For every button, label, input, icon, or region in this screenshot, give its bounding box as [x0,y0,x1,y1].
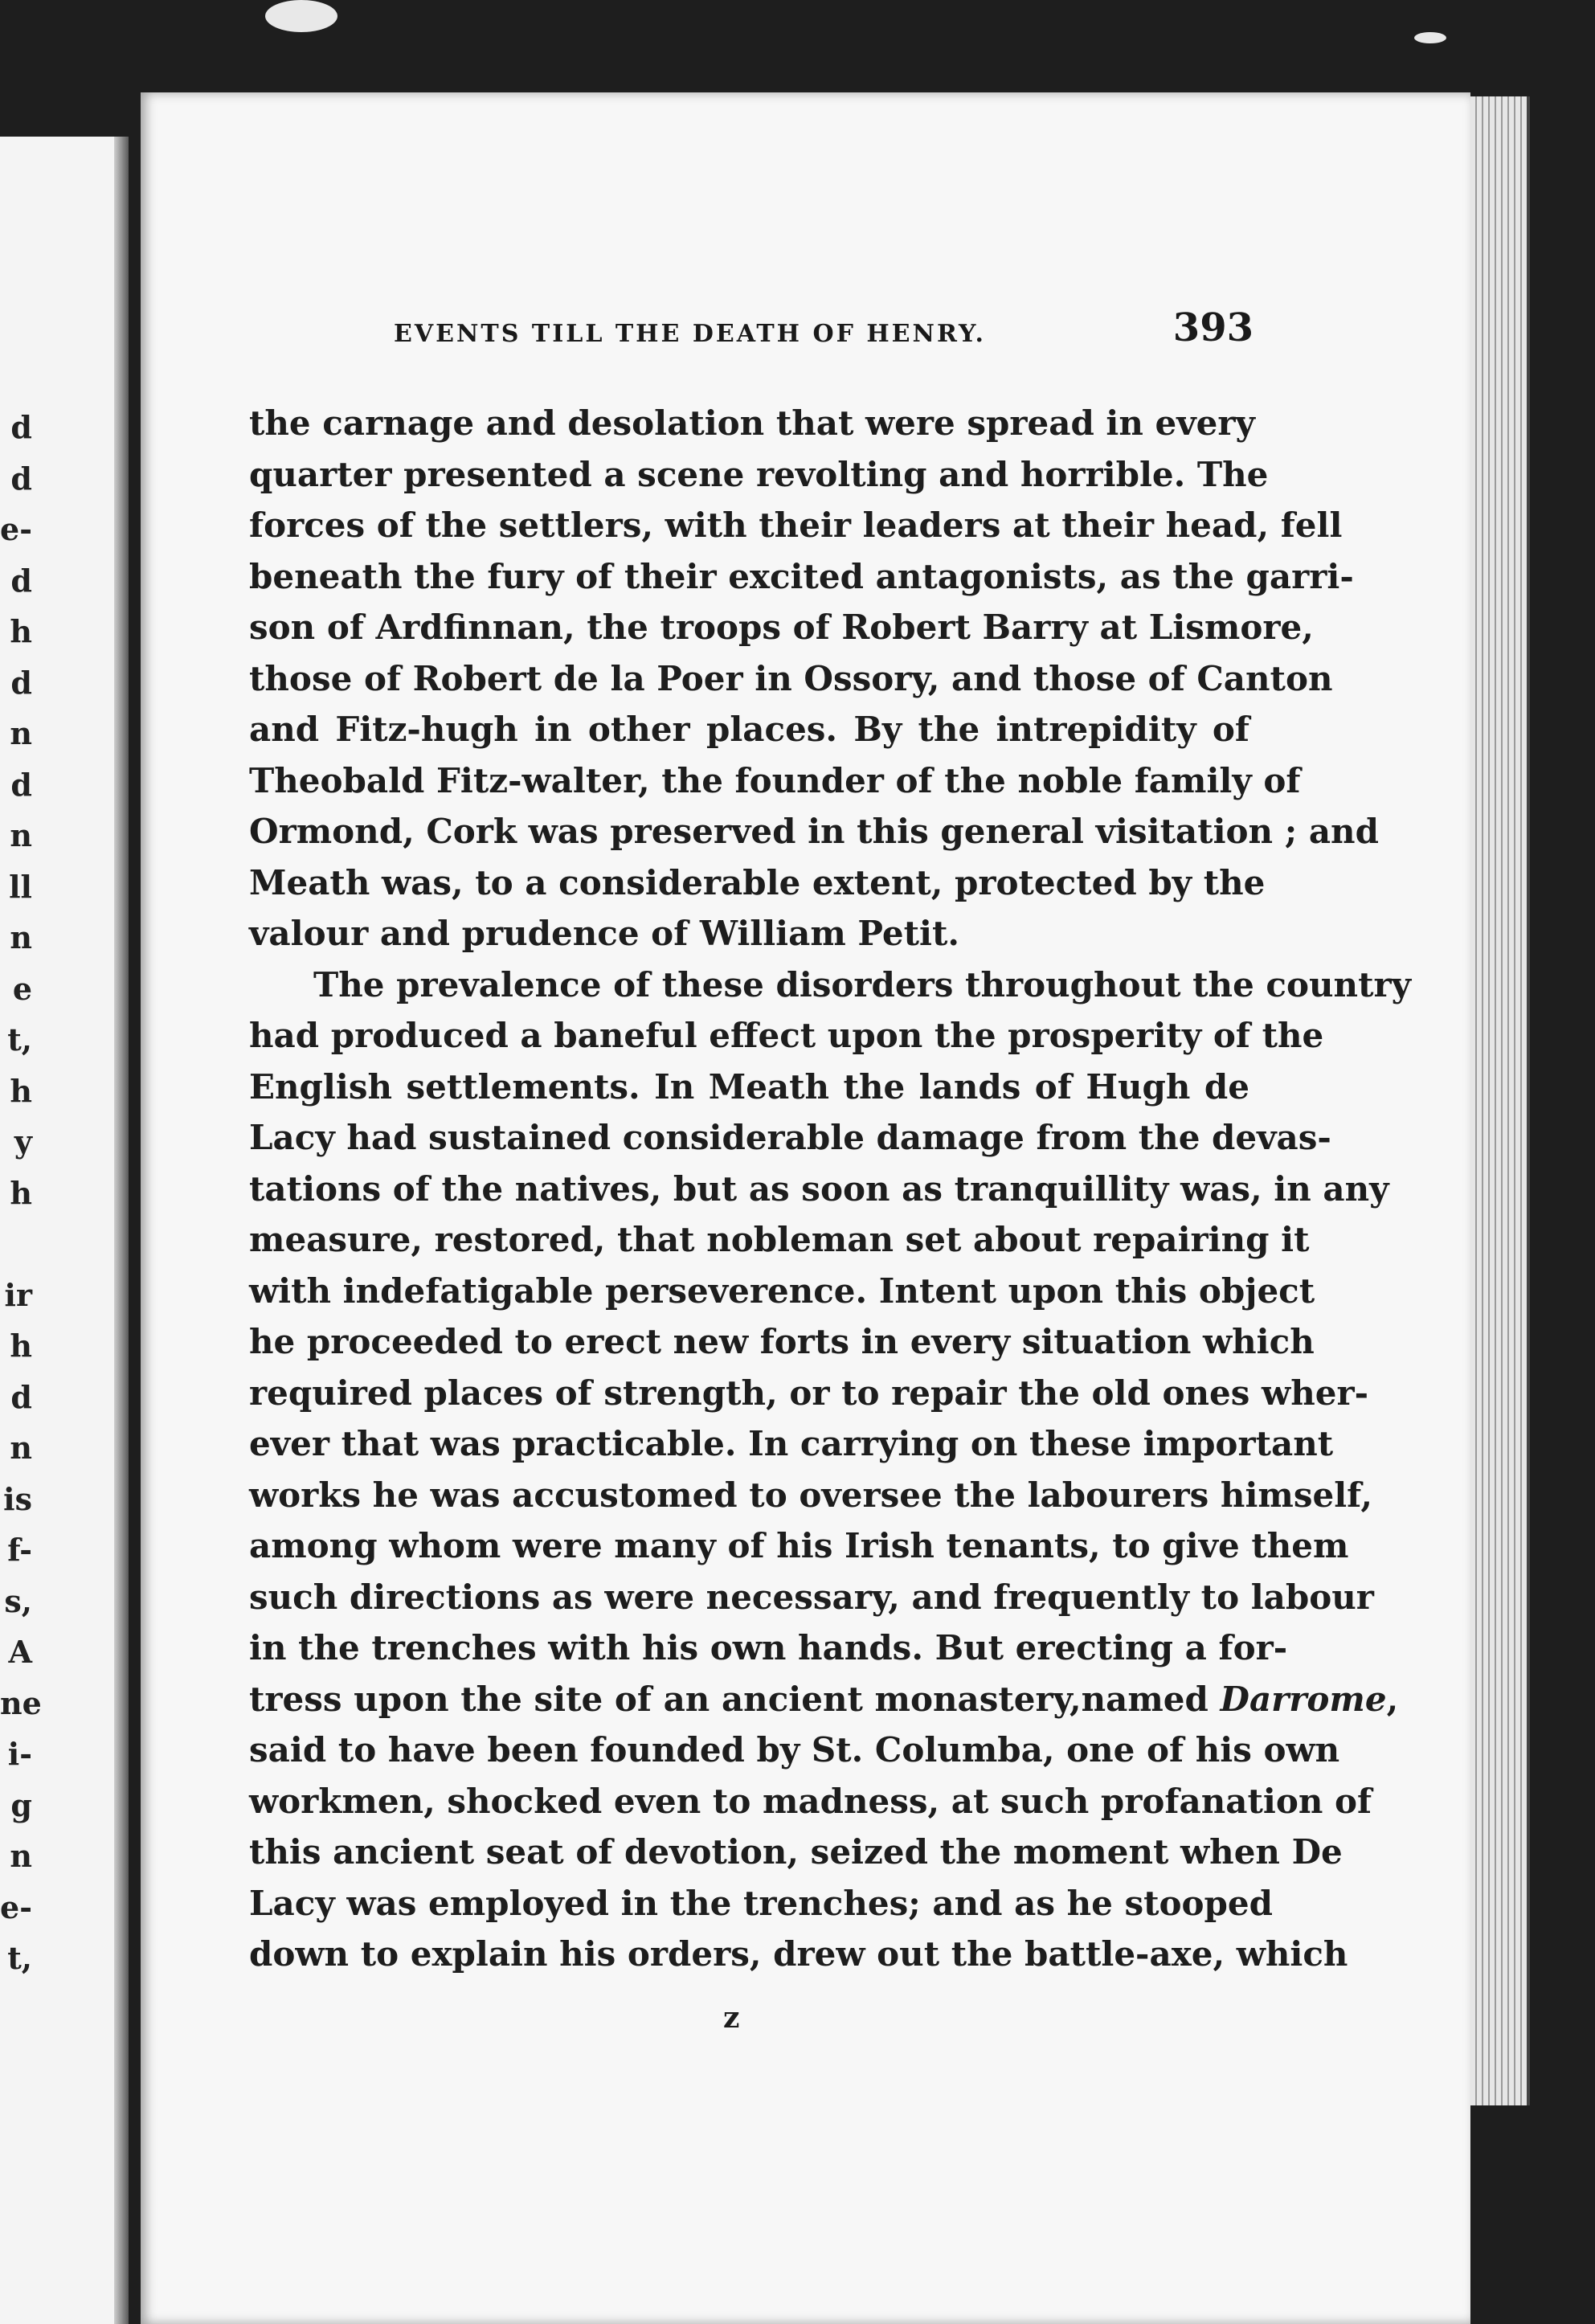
text-line: English settlements. In Meath the lands of Hugh de [249,1066,1249,1107]
signature-mark: z [723,2001,740,2035]
text-line: had produced a baneful effect upon the prosperity of the [249,1016,1324,1055]
page-stack-edges [1470,96,1530,2105]
facing-page-fragment: d [10,562,32,599]
text-line: this ancient seat of devotion, seized the moment when De [249,1832,1343,1872]
scan-speck [1414,32,1446,43]
facing-page-fragment: h [10,1174,32,1211]
facing-page-fragment: ir [4,1276,32,1313]
text-line: tations of the natives, but as soon as tranquillity was, in any [249,1168,1389,1209]
facing-page-text-fragments [0,402,42,1984]
text-line: son of Ardfinnan, the troops of Robert Barry at Lismore, [249,608,1314,647]
paragraph [249,398,1379,959]
text-line: Lacy was employed in the trenches; and as he stooped [249,1883,1274,1923]
text-line: quarter presented a scene revolting and horrible. The [249,454,1269,494]
text-line: Lacy had sustained considerable damage from the devas- [249,1118,1331,1157]
facing-page-fragment: d [10,664,32,701]
facing-page-fragment: t, [7,1940,32,1976]
text-line: valour and prudence of William Petit. [249,914,959,953]
text-line: Meath was, to a considerable extent, protected by the [249,862,1266,902]
facing-page-fragment: i- [7,1736,32,1772]
text-line: measure, restored, that nobleman set about repairing it [249,1220,1310,1259]
text-line: with indefatigable perseverence. Intent upon this object [249,1270,1315,1311]
text-line: works he was accustomed to oversee the labourers himself, [249,1475,1372,1515]
text-line: forces of the settlers, with their leaders at their head, fell [249,505,1343,545]
running-title: EVENTS TILL THE DEATH OF HENRY. [394,320,986,348]
text-line: down to explain his orders, drew out the battle-axe, which [249,1934,1348,1974]
facing-page-fragment: e [12,970,32,1007]
page-number: 393 [1172,305,1254,350]
facing-page-fragment: g [10,1786,32,1823]
text-line: he proceeded to erect new forts in every situation which [249,1322,1315,1361]
facing-page-fragment: ne [0,1684,42,1721]
facing-page-fragment: y [14,1123,32,1160]
facing-page-fragment: ll [9,868,32,905]
text-line: in the trenches with his own hands. But erecting a for- [249,1628,1288,1667]
facing-page-fragment: h [10,1328,32,1364]
facing-page-fragment: t, [7,1021,32,1058]
facing-page-fragment: A [8,1634,32,1670]
text-line: required places of strength, or to repair the old ones wher- [249,1373,1369,1413]
text-line: workmen, shocked even to madness, at such profanation of [249,1781,1372,1821]
text-line: the carnage and desolation that were spread in every [249,403,1255,443]
text-line: said to have been founded by St. Columba, one of his own [249,1730,1340,1770]
paragraph [249,959,1412,1980]
facing-page-fragment [0,1218,32,1270]
facing-page-fragment: h [10,1072,32,1109]
text-line: Theobald Fitz-walter, the founder of the noble family of [249,760,1301,800]
facing-page-fragment: f- [7,1532,32,1568]
text-line: tress upon the site of an ancient monastery,named Darrome [249,1679,1387,1719]
text-line: among whom were many of his Irish tenants, to give them [249,1526,1349,1565]
body-text [249,398,1412,1980]
facing-page-fragment: s, [4,1582,32,1619]
facing-page-fragment: e- [0,511,32,547]
facing-page-fragment: is [3,1480,32,1517]
facing-page-fragment: n [10,817,32,853]
italic-name: Darrome [1220,1679,1387,1719]
facing-page-fragment: h [10,613,32,649]
facing-page-fragment: n [10,1430,32,1466]
facing-page-fragment: d [10,409,32,445]
page-gutter [114,137,129,2324]
text-line: beneath the fury of their excited antagonists, as the garri- [249,556,1354,596]
facing-page-fragment: e- [0,1888,32,1925]
text-line: The prevalence of these disorders throughout the country [313,964,1412,1004]
text-line: Ormond, Cork was preserved in this general visitation ; and [249,812,1379,851]
page-header [257,305,1254,362]
facing-page-fragment: d [10,460,32,497]
facing-page-fragment: n [10,715,32,751]
scan-speck [265,0,337,32]
text-line: and Fitz-hugh in other places. By the intrepidity of [249,710,1249,749]
text-line: such directions as were necessary, and frequently to labour [249,1577,1374,1617]
text-line: those of Robert de la Poer in Ossory, and those of Canton [249,658,1333,698]
facing-page-fragment: d [10,1378,32,1415]
text-line: ever that was practicable. In carrying on these important [249,1424,1334,1463]
facing-page-fragment: n [10,1838,32,1874]
facing-page-fragment: d [10,766,32,803]
facing-page-fragment: n [10,919,32,955]
